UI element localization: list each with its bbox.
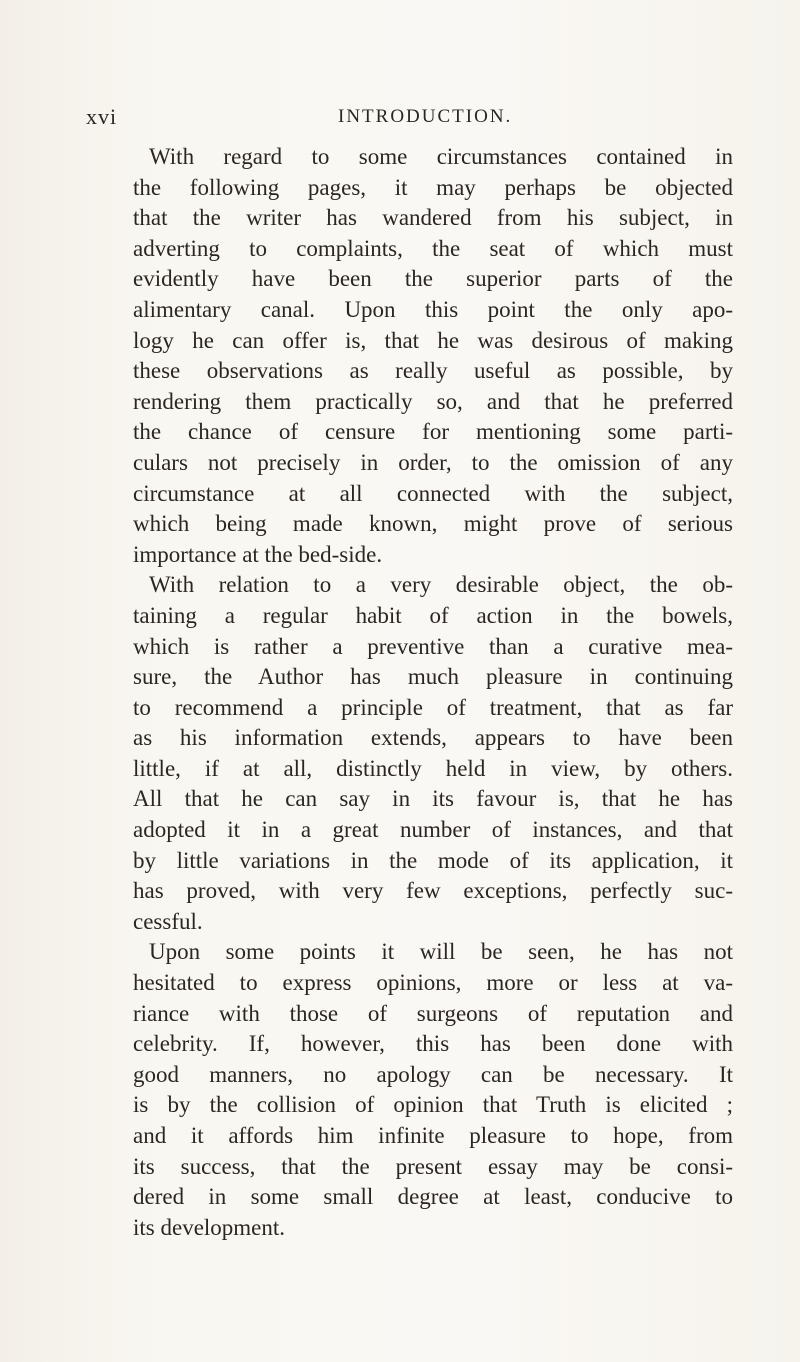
text-line: little, if at all, distinctly held in view, by others. xyxy=(133,755,733,781)
running-head: INTRODUCTION. xyxy=(338,106,513,127)
text-line: the following pages, it may perhaps be objected xyxy=(133,174,733,200)
page-number: xvi xyxy=(86,104,118,129)
text-line: logy he can offer is, that he was desirous of making xyxy=(133,327,733,353)
text-line: which is rather a preventive than a curative mea- xyxy=(133,633,733,659)
text-line: has proved, with very few exceptions, perfectly suc- xyxy=(133,878,733,904)
text-line: which being made known, might prove of serious xyxy=(133,511,733,537)
text-line: evidently have been the superior parts of the xyxy=(133,266,733,292)
text-line: sure, the Author has much pleasure in continuing xyxy=(133,664,733,690)
body-text xyxy=(133,142,733,1243)
text-line: to recommend a principle of treatment, that as far xyxy=(133,694,733,720)
text-line: dered in some small degree at least, conducive to xyxy=(133,1184,733,1210)
text-line: rendering them practically so, and that he preferred xyxy=(133,388,733,414)
text-line: these observations as really useful as possible, by xyxy=(133,358,733,384)
text-line: adopted it in a great number of instances, and that xyxy=(133,817,733,843)
text-line: circumstance at all connected with the subject, xyxy=(133,480,733,506)
text-line: as his information extends, appears to have been xyxy=(133,725,733,751)
text-line: importance at the bed-side. xyxy=(133,541,383,567)
text-line: adverting to complaints, the seat of which must xyxy=(133,235,733,261)
text-line: Upon some points it will be seen, he has not xyxy=(149,939,733,965)
text-line: hesitated to express opinions, more or less at va- xyxy=(133,970,733,996)
text-line: its success, that the present essay may be consi- xyxy=(133,1153,733,1179)
text-line: With regard to some circumstances contained in xyxy=(149,144,733,169)
text-line: With relation to a very desirable object, the ob- xyxy=(149,572,733,598)
text-line: good manners, no apology can be necessary. It xyxy=(133,1061,733,1087)
text-line: All that he can say in its favour is, that he has xyxy=(133,786,733,812)
text-line: riance with those of surgeons of reputation and xyxy=(133,1000,733,1026)
text-line: by little variations in the mode of its application, it xyxy=(133,847,733,873)
text-line: its development. xyxy=(133,1214,286,1240)
text-line: that the writer has wandered from his subject, in xyxy=(133,205,733,231)
text-line: and it affords him infinite pleasure to hope, from xyxy=(133,1123,733,1148)
page-header xyxy=(86,104,726,134)
text-line: the chance of censure for mentioning some parti- xyxy=(133,419,733,445)
text-line: is by the collision of opinion that Truth is elicited ; xyxy=(133,1092,733,1118)
text-line: alimentary canal. Upon this point the only apo- xyxy=(133,296,733,322)
text-line: cessful. xyxy=(133,908,203,934)
text-line: taining a regular habit of action in the bowels, xyxy=(133,602,733,628)
text-line: celebrity. If, however, this has been done with xyxy=(133,1031,733,1057)
text-line: culars not precisely in order, to the omission of any xyxy=(133,449,733,475)
